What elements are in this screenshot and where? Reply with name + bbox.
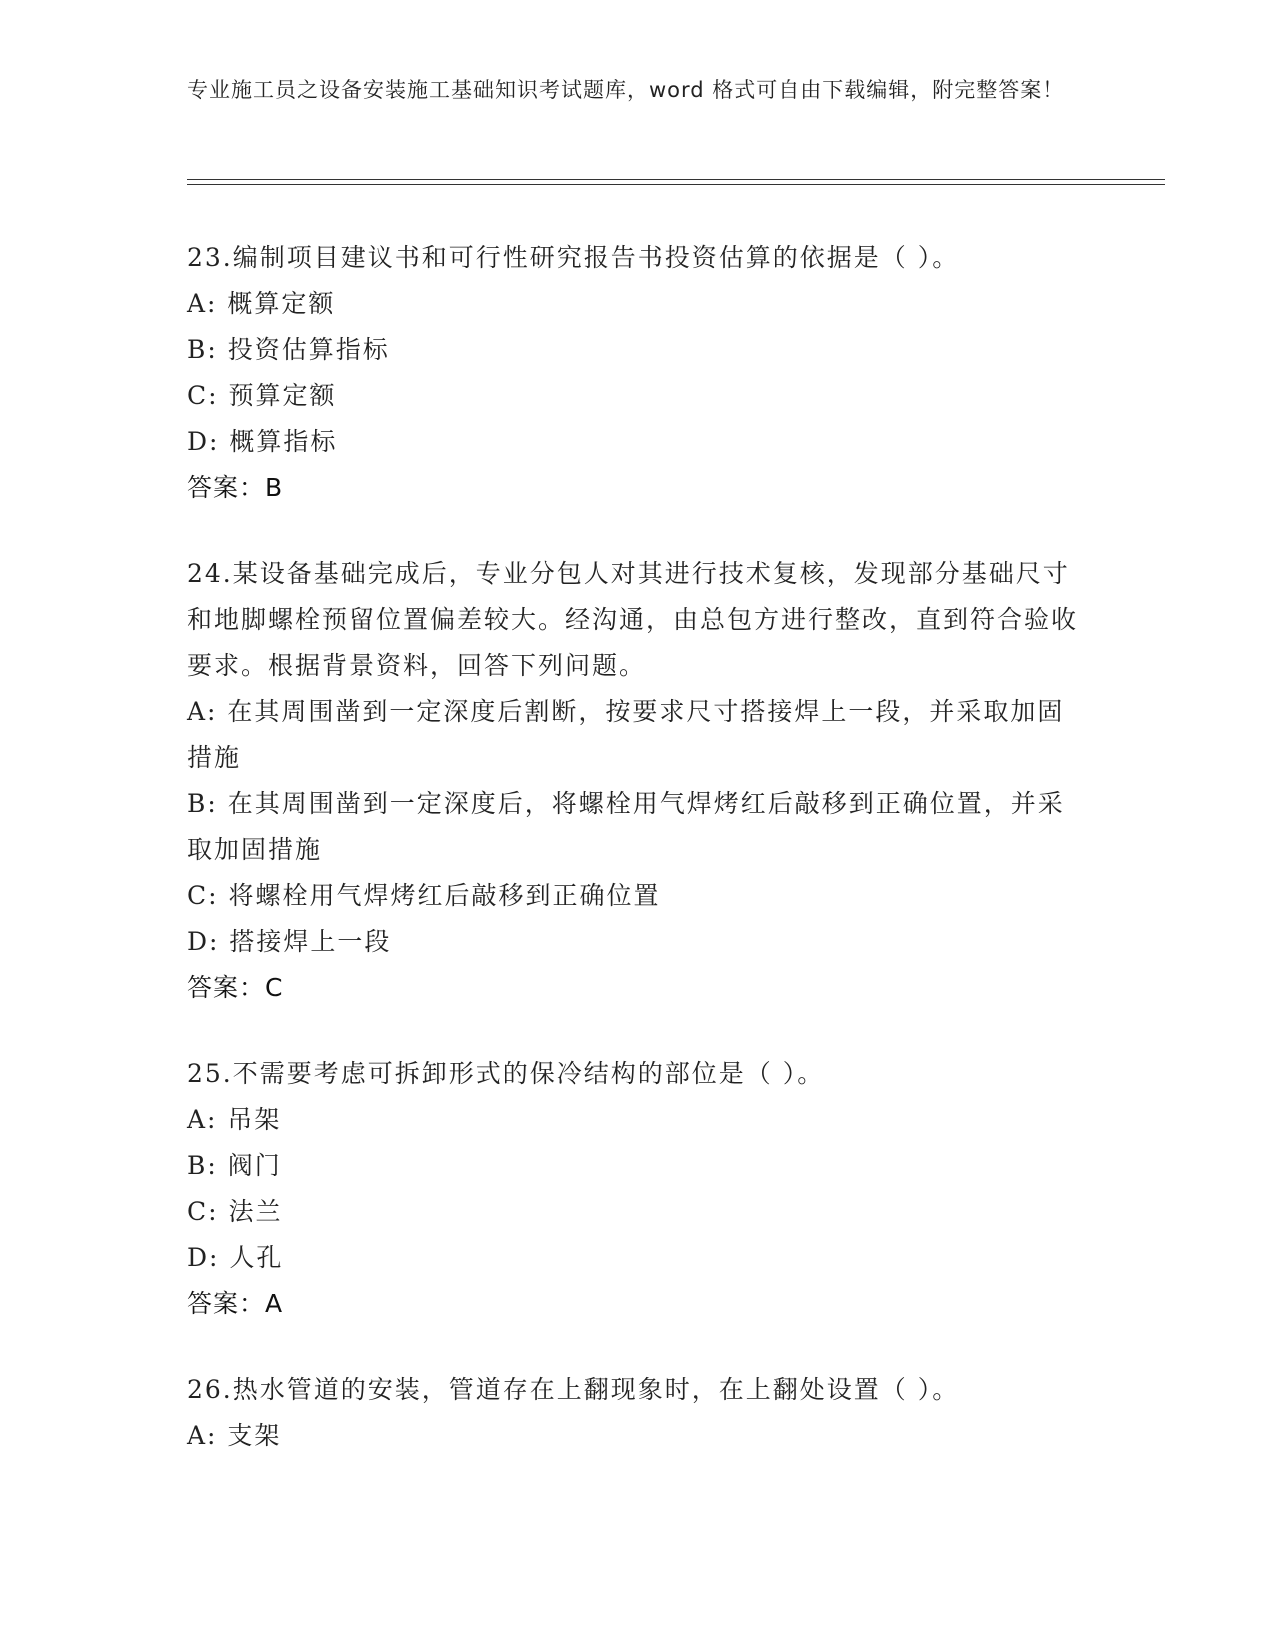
question-26 bbox=[187, 1367, 1087, 1459]
option-d: D: 人孔 bbox=[187, 1243, 284, 1272]
answer-line: 答案：A bbox=[187, 1289, 284, 1318]
question-stem: 23.编制项目建议书和可行性研究报告书投资估算的依据是（ ）。 bbox=[187, 243, 960, 272]
header-divider-bottom bbox=[187, 184, 1165, 185]
header-divider-top bbox=[187, 179, 1165, 180]
option-a: A: 支架 bbox=[187, 1421, 282, 1450]
question-stem: 25.不需要考虑可拆卸形式的保冷结构的部位是（ ）。 bbox=[187, 1059, 825, 1088]
option-a: A: 吊架 bbox=[187, 1105, 282, 1134]
option-d: D: 概算指标 bbox=[187, 427, 338, 456]
option-a: A: 概算定额 bbox=[187, 289, 336, 318]
option-c: C: 将螺栓用气焊烤红后敲移到正确位置 bbox=[187, 881, 661, 910]
answer-line: 答案：B bbox=[187, 473, 284, 502]
question-25 bbox=[187, 1051, 1087, 1327]
question-list bbox=[187, 235, 1087, 1499]
option-a: A: 在其周围凿到一定深度后割断，按要求尺寸搭接焊上一段，并采取加固措施 bbox=[187, 697, 1065, 772]
option-b: B: 阀门 bbox=[187, 1151, 282, 1180]
option-b: B: 在其周围凿到一定深度后，将螺栓用气焊烤红后敲移到正确位置，并采取加固措施 bbox=[187, 789, 1065, 864]
option-b: B: 投资估算指标 bbox=[187, 335, 390, 364]
question-stem: 24.某设备基础完成后，专业分包人对其进行技术复核，发现部分基础尺寸和地脚螺栓预留位置偏差较大。经沟通，由总包方进行整改，直到符合验收要求。根据背景资料，回答下列问题。 bbox=[187, 559, 1079, 680]
question-24 bbox=[187, 551, 1087, 1011]
option-c: C: 预算定额 bbox=[187, 381, 337, 410]
document-header: 专业施工员之设备安装施工基础知识考试题库，word 格式可自由下载编辑，附完整答案！ bbox=[187, 78, 1065, 102]
option-c: C: 法兰 bbox=[187, 1197, 283, 1226]
answer-line: 答案：C bbox=[187, 973, 284, 1002]
question-23 bbox=[187, 235, 1087, 511]
option-d: D: 搭接焊上一段 bbox=[187, 927, 392, 956]
question-stem: 26.热水管道的安装，管道存在上翻现象时，在上翻处设置（ ）。 bbox=[187, 1375, 960, 1404]
